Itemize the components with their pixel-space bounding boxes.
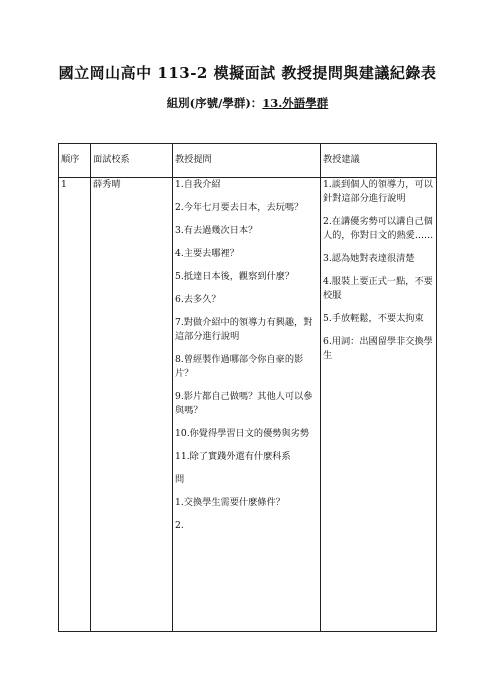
suggestion-item: 1.談到個人的領導力，可以針對這部分進行說明: [323, 179, 433, 204]
group-line: [0, 95, 495, 111]
suggestion-item: 5.手放輕鬆，不要太拘束: [323, 313, 424, 324]
suggestion-list: [323, 178, 434, 363]
suggestion-item: 3.認為她對表達很清楚: [323, 253, 415, 264]
cell-order: 1: [59, 178, 91, 632]
question-list: [175, 178, 318, 533]
record-table: [58, 143, 437, 632]
header-interviewer: 面試校系: [91, 144, 173, 178]
suggestion-item: 2.在講優劣勢可以講自己個人的，你對日文的熱愛……: [323, 216, 434, 241]
question-item: 2.今年七月要去日本，去玩嗎？: [175, 202, 304, 213]
suggestion-item: 4.服裝上要正式一點，不要校服: [323, 276, 433, 301]
question-item: 5.抵達日本後，觀察到什麼？: [175, 271, 295, 282]
question-item: 10.你覺得學習日文的優勢與劣勢: [175, 428, 310, 439]
question-item: 1.自我介紹: [175, 179, 221, 190]
cell-interviewer: 薛秀晴: [91, 178, 173, 632]
suggestion-item: 6.用詞：出國留學非交換學生: [323, 336, 433, 361]
question-item: 7.對做介紹中的領導力有興趣，對這部分進行說明: [175, 317, 313, 342]
question-item: 問: [175, 474, 185, 485]
question-item: 1.交換學生需要什麼條件？: [175, 497, 285, 508]
question-item: 2.: [175, 520, 184, 531]
header-row: [59, 144, 437, 178]
table-row: [59, 178, 437, 632]
group-value: 13.外語學群: [262, 96, 329, 110]
cell-questions: [173, 178, 321, 632]
document-title: 國立岡山高中 113-2 模擬面試 教授提問與建議紀錄表: [58, 64, 437, 82]
header-questions: 教授提問: [173, 144, 321, 178]
question-item: 4.主要去哪裡？: [175, 248, 239, 259]
group-label: 組別(序號/學群)：: [166, 96, 263, 110]
question-item: 6.去多久？: [175, 294, 221, 305]
header-order: 順序: [59, 144, 91, 178]
cell-suggestions: [321, 178, 437, 632]
question-item: 3.有去過幾次日本？: [175, 225, 258, 236]
question-item: 11.除了實踐外還有什麼科系: [175, 451, 291, 462]
question-item: 8.曾經製作過哪部令你自豪的影片？: [175, 354, 304, 379]
header-suggestions: 教授建議: [321, 144, 437, 178]
question-item: 9.影片都自己做嗎？其他人可以參與嗎？: [175, 391, 313, 416]
